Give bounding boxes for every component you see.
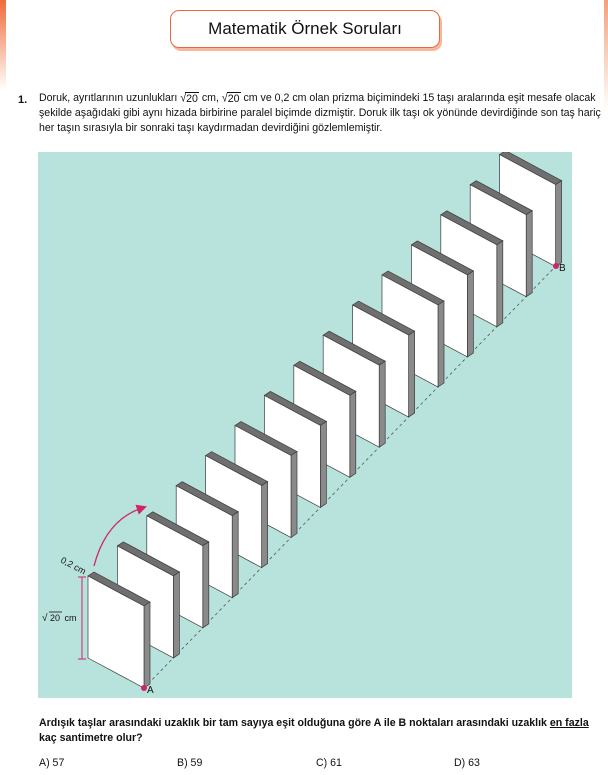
height-sqrt-symbol: √ — [42, 613, 48, 624]
stone-side — [173, 572, 179, 658]
prompt-main: Ardışık taşlar arasındaki uzaklık bir tam sayıya eşit olduğuna göre A ile B noktaları arasındaki uzaklık — [39, 717, 550, 729]
height-label-radicand: 20 — [50, 613, 61, 623]
page-title: Matematik Örnek Soruları — [208, 19, 402, 38]
stone-side — [438, 301, 444, 387]
stone-side — [409, 331, 415, 417]
stone-side — [497, 241, 503, 327]
stone-side — [203, 542, 209, 628]
stone-side — [556, 181, 562, 267]
option-d[interactable] — [454, 757, 480, 769]
stone-side — [526, 211, 532, 297]
option-value: 59 — [190, 757, 203, 769]
option-value: 61 — [330, 757, 342, 769]
option-letter: B) — [177, 757, 188, 769]
decorative-corner-right — [604, 0, 608, 110]
question-number: 1. — [18, 94, 28, 106]
option-b[interactable] — [177, 757, 202, 769]
option-letter: A) — [39, 757, 50, 769]
stone-side — [379, 361, 385, 447]
question-text-part2: cm ve 0,2 cm olan prizma biçimindeki 15 taşı aralarında eşit mesafe olacak şekilde aşağıdaki gibi aynı hizada birbirine paralel biçimde dizmiştir. Doruk ilk taşı ok yönünde devirdiğinde son taş hariç her taşın sırasıyla bir sonraki taşı kaydırmadan devirdiğini gözlemlemiştir. — [39, 92, 601, 134]
stone-side — [320, 421, 326, 507]
decorative-corner-left — [0, 0, 6, 90]
sqrt-radicand-2: 20 — [227, 93, 240, 105]
option-value: 63 — [468, 757, 480, 769]
point-a-label: A — [147, 685, 154, 696]
sqrt-expression-1: √ 20 — [180, 91, 198, 105]
thickness-label: 0,2 cm — [59, 554, 88, 577]
option-letter: C) — [316, 757, 328, 769]
sqrt-expression-2: √ 20 — [221, 91, 240, 105]
domino-figure — [38, 152, 572, 698]
option-letter: D) — [454, 757, 466, 769]
point-b-label: B — [559, 263, 566, 274]
prompt-end: kaç santimetre olur? — [39, 732, 143, 744]
stone-side — [291, 452, 297, 538]
stones-group — [88, 152, 562, 688]
unit-text: cm, — [198, 92, 219, 104]
sqrt-radicand-1: 20 — [186, 93, 198, 105]
domino-illustration — [38, 152, 572, 698]
stone-side — [232, 512, 238, 598]
option-c[interactable] — [316, 757, 342, 769]
stone-side — [262, 482, 268, 568]
stone-side — [467, 271, 473, 357]
page-title-box — [170, 10, 440, 48]
stone-side — [144, 602, 150, 688]
option-a[interactable] — [39, 757, 64, 769]
question-text — [39, 91, 601, 136]
question-text-part1: Doruk, ayrıtlarının uzunlukları — [39, 92, 181, 104]
prompt-underlined: en fazla — [549, 717, 589, 729]
question-prompt — [39, 716, 601, 746]
stone-side — [350, 391, 356, 477]
height-label-unit: cm — [62, 613, 77, 623]
option-value: 57 — [52, 757, 65, 769]
